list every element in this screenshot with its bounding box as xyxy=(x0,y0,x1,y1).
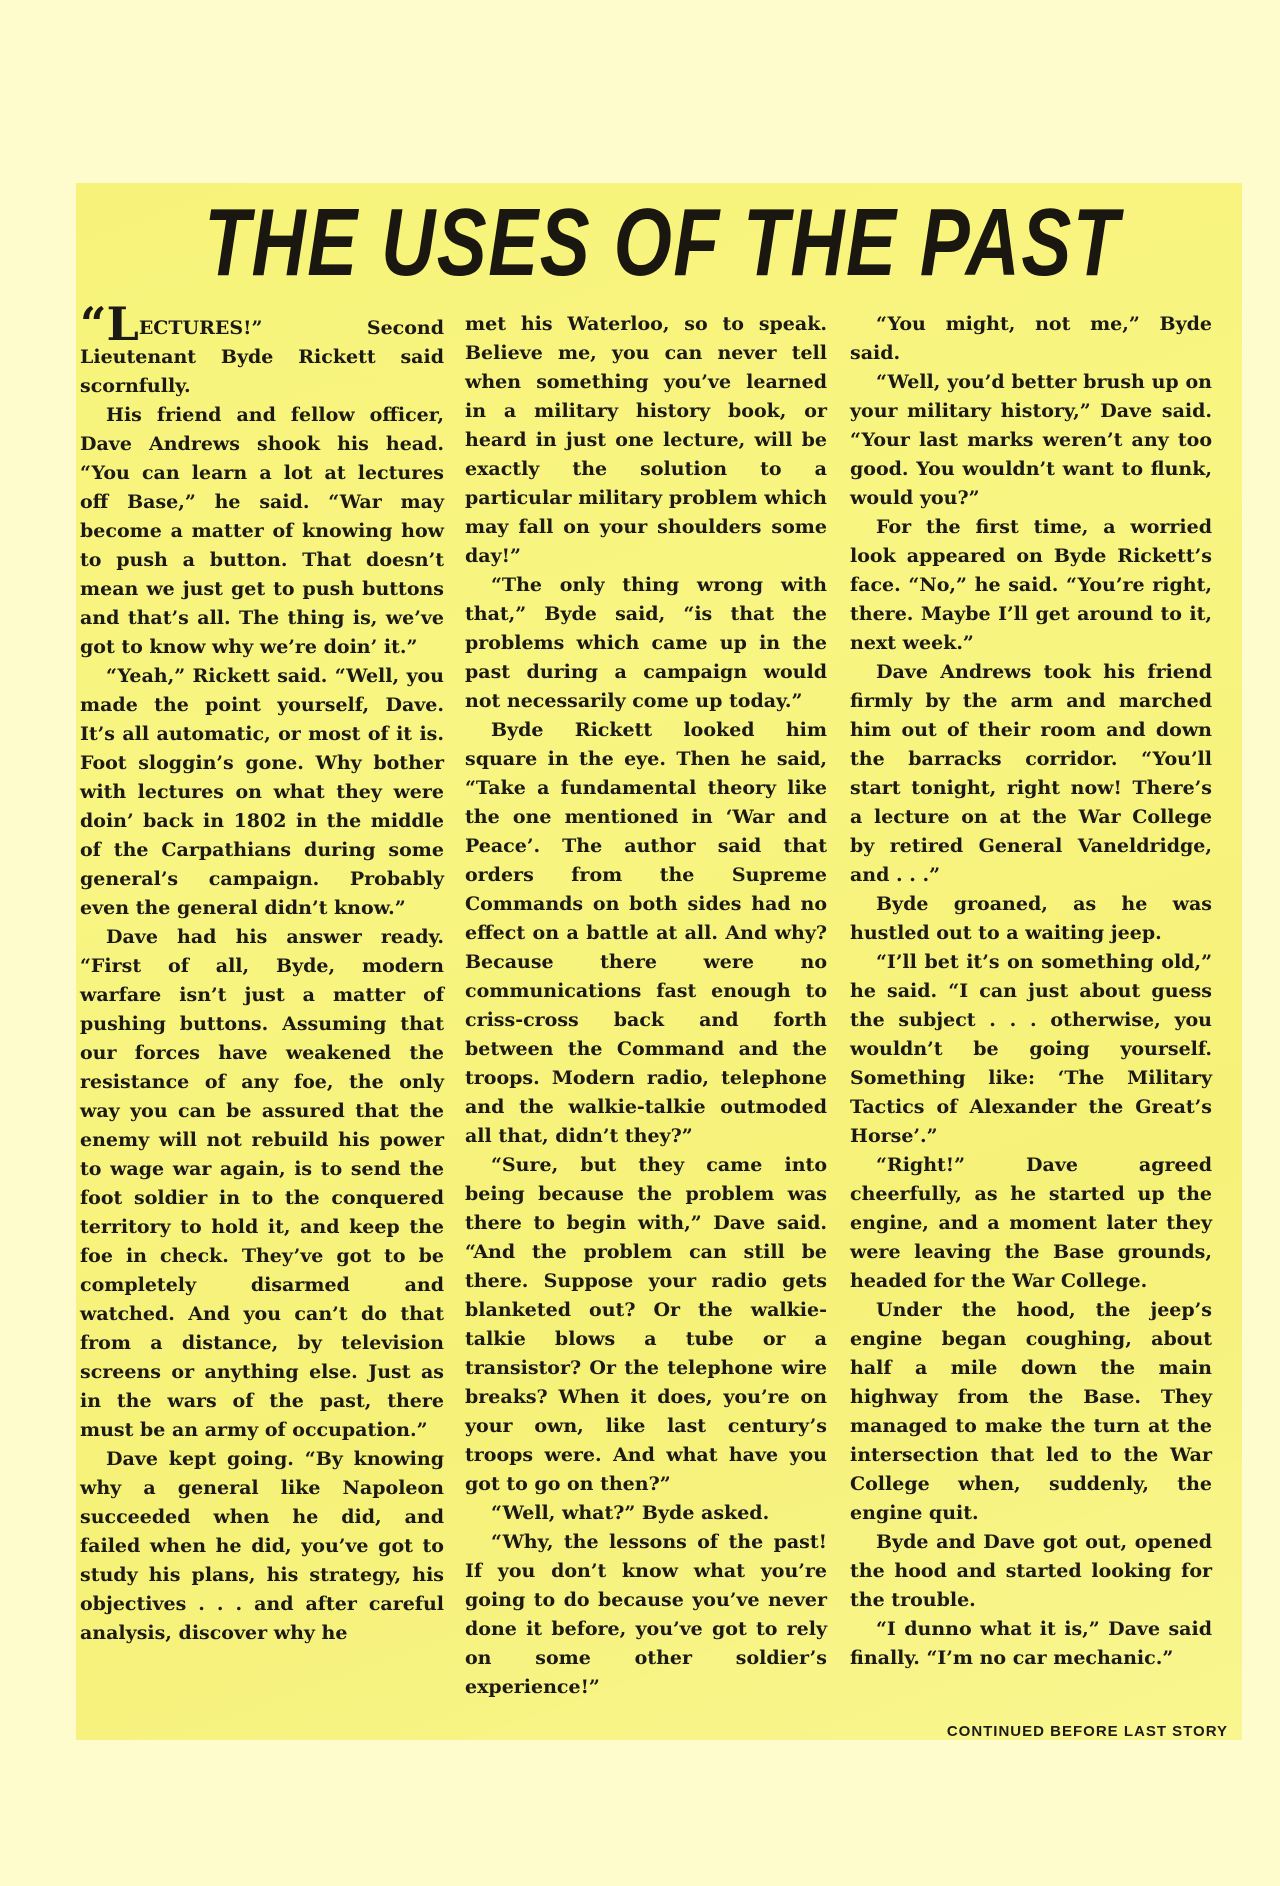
paragraph: “Well, what?” Byde asked. xyxy=(491,1502,770,1524)
article-title: THE USES OF THE PAST xyxy=(204,189,1121,296)
text-column-2 xyxy=(465,310,827,1720)
paragraph: met his Waterloo, so to speak. Believe me, you can never tell when something you’ve learned in a military history book, or heard in just one lecture, will be exactly the solution to a particular military problem which may fall on your shoulders some day!” xyxy=(465,313,827,567)
paragraph: Byde Rickett looked him square in the eye. Then he said, “Take a fundamental theory like the one mentioned in ‘War and Peace’. The author said that orders from the Supreme Commands on both sides had no effect on a battle at all. And why? Because there were no communications fast enough to criss-cross back and forth between the Command and the troops. Modern radio, telephone and the walkie-talkie outmoded all that, didn’t they?” xyxy=(465,719,827,1147)
paragraph: “Yeah,” Rickett said. “Well, you made the point yourself, Dave. It’s all automatic, or most of it is. Foot sloggin’s gone. Why bother with lectures on what they were doin’ back in 1802 in the middle of the Carpathians during some general’s campaign. Probably even the general didn’t know.” xyxy=(80,665,444,919)
paragraph: “I dunno what it is,” Dave said finally. “I’m no car mechanic.” xyxy=(850,1618,1212,1669)
text-column-1 xyxy=(80,297,444,1720)
paragraph: Dave kept going. “By knowing why a general like Napoleon succeeded when he did, and failed when he did, you’ve got to study his plans, his strategy, his objectives . . . and after careful analysis, discover why he xyxy=(80,1448,444,1644)
paragraph: “Right!” Dave agreed cheerfully, as he started up the engine, and a moment later they were leaving the Base grounds, headed for the War College. xyxy=(850,1154,1212,1292)
drop-cap: “L xyxy=(80,297,139,351)
article-body xyxy=(76,297,1242,1720)
paragraph: Dave Andrews took his friend firmly by the arm and marched him out of their room and down the barracks corridor. “You’ll start tonight, right now! There’s a lecture on at the War College by retired General Vaneldridge, and . . .” xyxy=(850,661,1212,886)
paragraph: Dave had his answer ready. “First of all, Byde, modern warfare isn’t just a matter of pushing buttons. Assuming that our forces have weakened the resistance of any foe, the only way you can be assured that the enemy will not rebuild his power to wage war again, is to send the foot soldier in to the conquered territory to hold it, and keep the foe in check. They’ve got to be completely disarmed and watched. And you can’t do that from a distance, by television screens or anything else. Just as in the wars of the past, there must be an army of occupation.” xyxy=(80,926,444,1441)
paragraph: “You might, not me,” Byde said. xyxy=(850,313,1212,364)
paragraph: His friend and fellow officer, Dave Andrews shook his head. “You can learn a lot at lectures off Base,” he said. “War may become a matter of knowing how to push a button. That doesn’t mean we just get to push buttons and that’s all. The thing is, we’ve got to know why we’re doin’ it.” xyxy=(80,404,444,658)
paragraph: “I’ll bet it’s on something old,” he said. “I can just about guess the subject . . . otherwise, you wouldn’t be going yourself. Something like: ‘The Military Tactics of Alexander the Great’s Horse’.” xyxy=(850,951,1212,1147)
paragraph-text: ECTURES!” Second Lieutenant Byde Rickett said scornfully. xyxy=(80,317,444,397)
paragraph: “Sure, but they came into being because the problem was there to begin with,” Dave said. “And the problem can still be there. Suppose your radio gets blanketed out? Or the walkie-talkie blows a tube or a transistor? Or the telephone wire breaks? When it does, you’re on your own, like last century’s troops were. And what have you got to go on then?” xyxy=(465,1154,827,1495)
continued-note: CONTINUED BEFORE LAST STORY xyxy=(946,1723,1228,1740)
paragraph xyxy=(80,297,444,401)
paragraph: For the first time, a worried look appeared on Byde Rickett’s face. “No,” he said. “You’re right, there. Maybe I’ll get around to it, next week.” xyxy=(850,516,1212,654)
paragraph: “Well, you’d better brush up on your military history,” Dave said. “Your last marks weren’t any too good. You wouldn’t want to flunk, would you?” xyxy=(850,371,1212,509)
paragraph: “The only thing wrong with that,” Byde said, “is that the problems which came up in the past during a campaign would not necessarily come up today.” xyxy=(465,574,827,712)
paragraph: Byde and Dave got out, opened the hood and started looking for the trouble. xyxy=(850,1531,1212,1611)
paragraph: Byde groaned, as he was hustled out to a waiting jeep. xyxy=(850,893,1212,944)
paragraph: “Why, the lessons of the past! If you don’t know what you’re going to do because you’ve never done it before, you’ve got to rely on some other soldier’s experience!” xyxy=(465,1531,827,1698)
paragraph: Under the hood, the jeep’s engine began coughing, about half a mile down the main highway from the Base. They managed to make the turn at the intersection that led to the War College when, suddenly, the engine quit. xyxy=(850,1299,1212,1524)
article-panel xyxy=(76,183,1242,1740)
text-column-3 xyxy=(850,310,1212,1720)
